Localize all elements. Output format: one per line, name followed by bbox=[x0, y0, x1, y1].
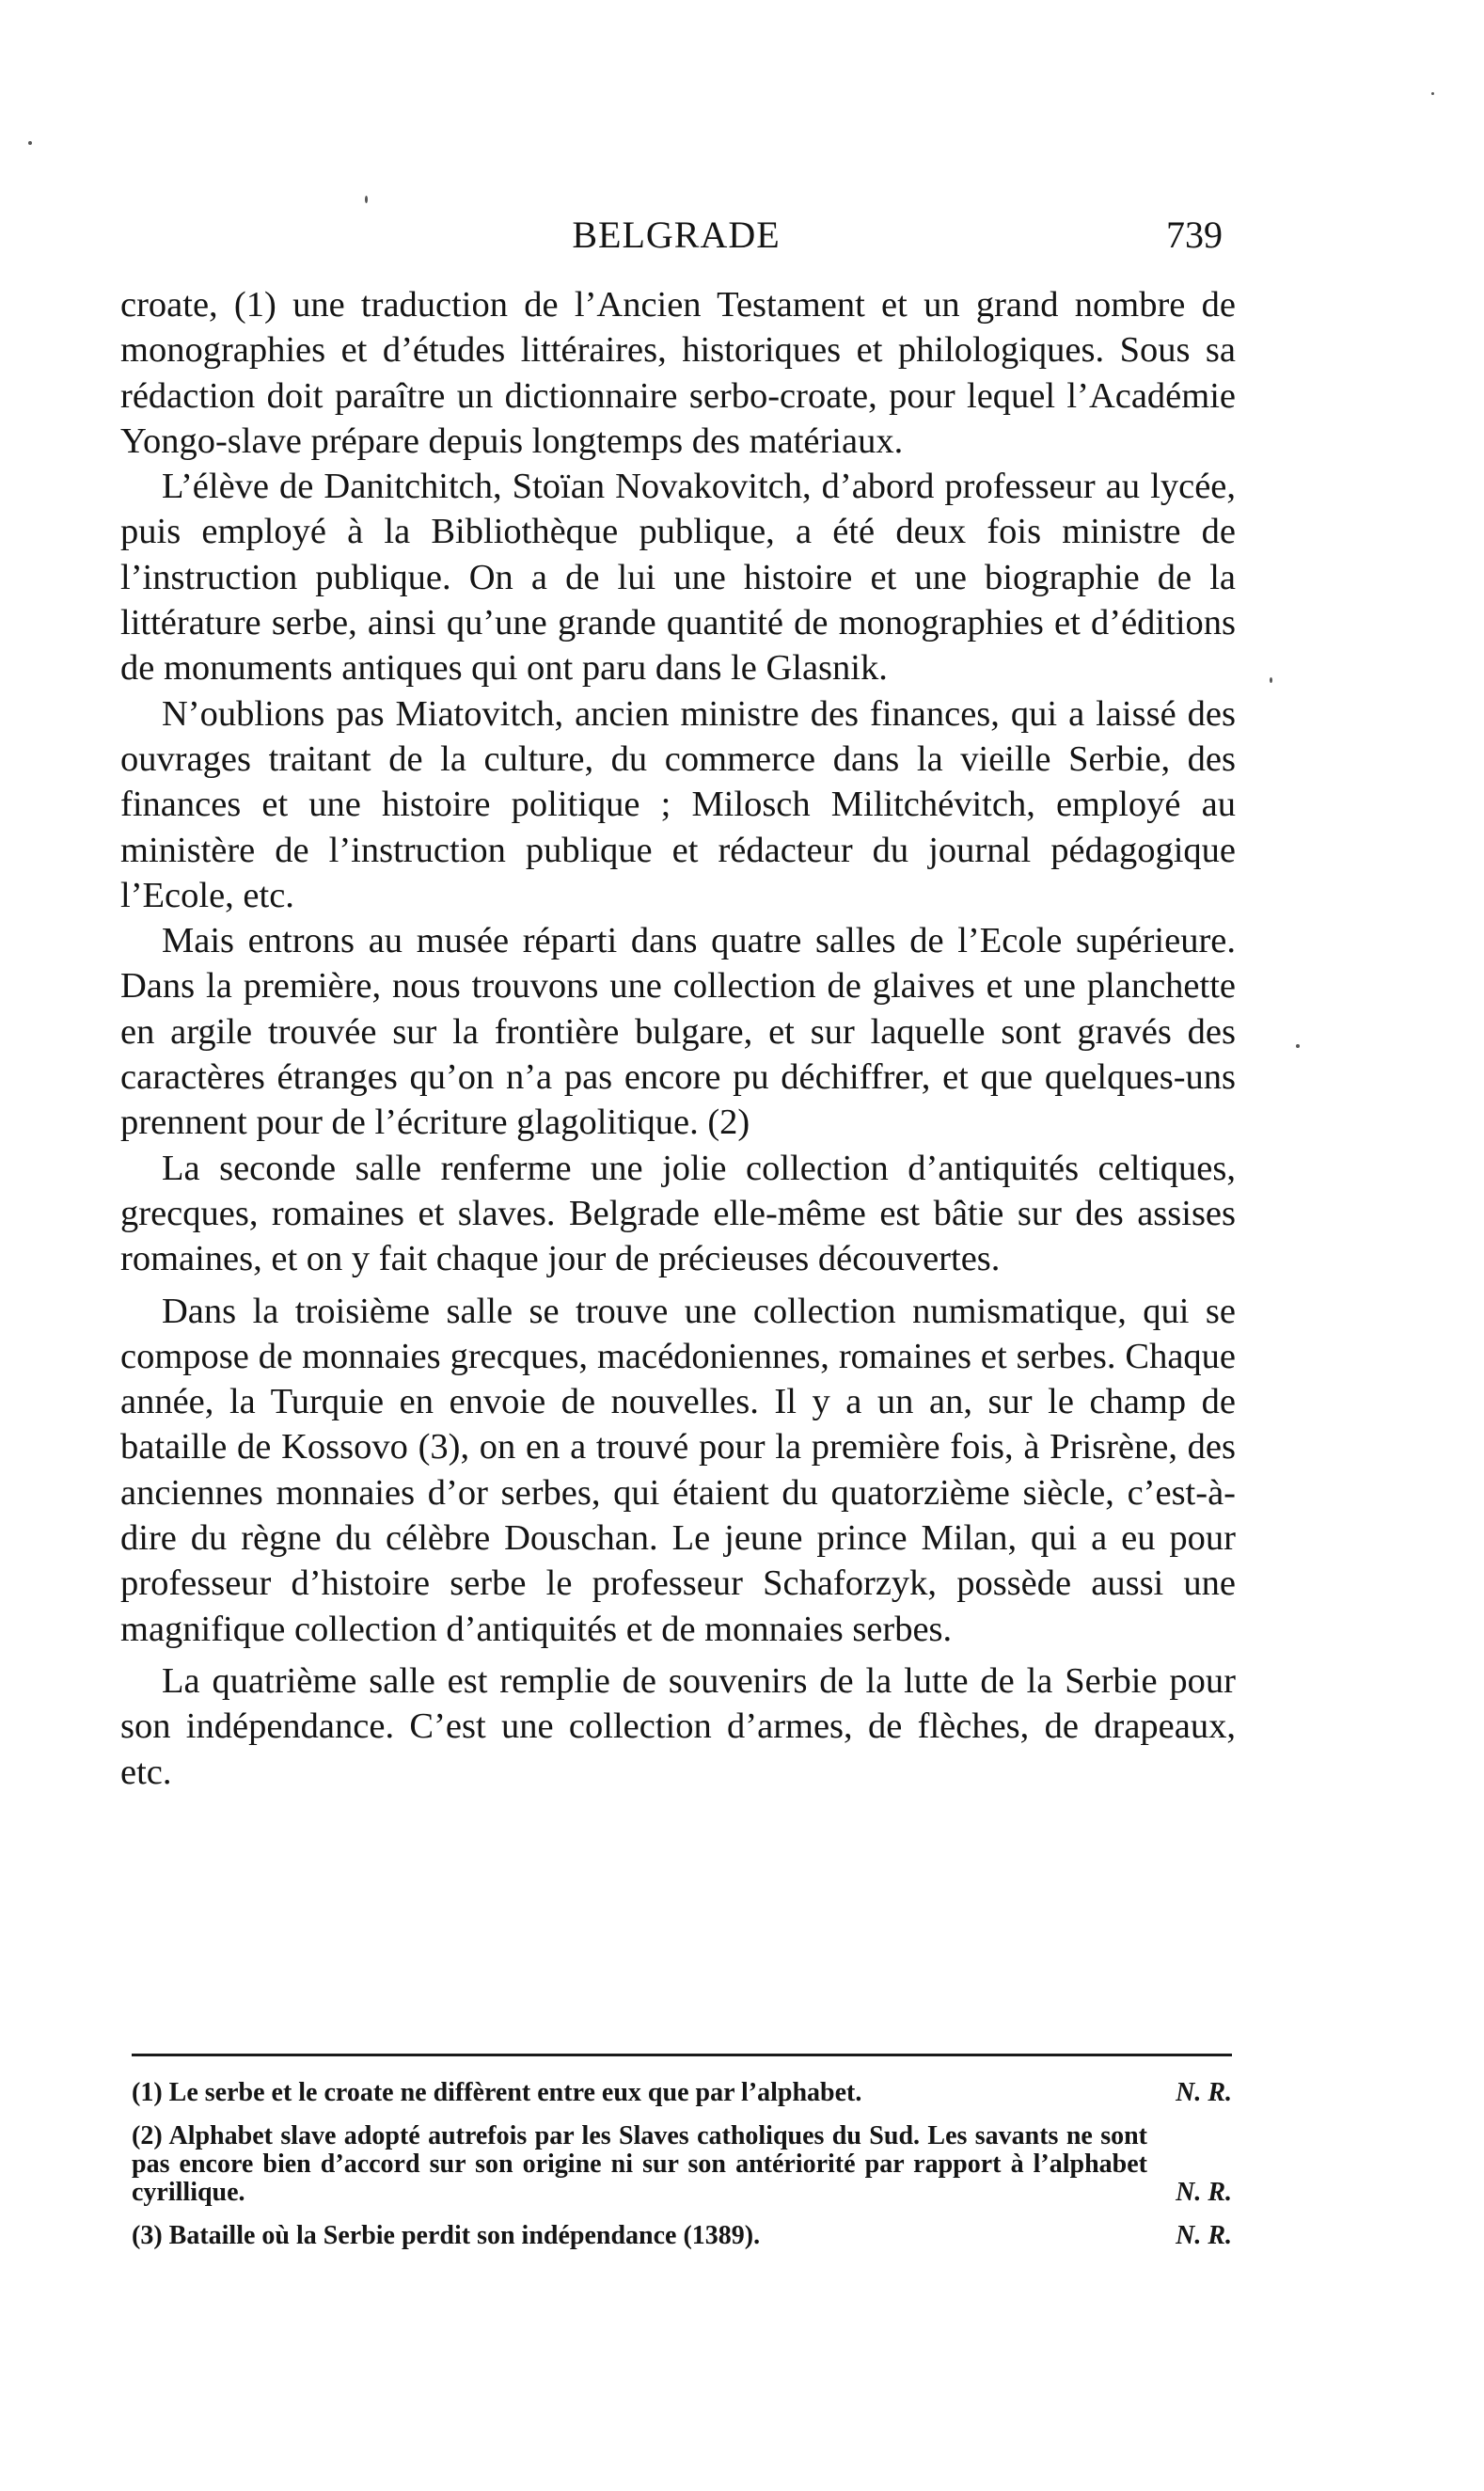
paragraph: La seconde salle renferme une jolie collection d’antiquités celtiques, grecques, romaines et slaves. Belgrade elle-même est bâtie sur des assises romaines, et on y fait chaque jour de précieuses découvertes. bbox=[120, 1148, 1236, 1279]
scan-speck bbox=[1431, 92, 1434, 95]
footnotes bbox=[132, 2079, 1232, 2265]
page-number: 739 bbox=[1166, 214, 1223, 256]
scan-speck bbox=[28, 141, 32, 145]
paragraph: croate, (1) une traduction de l’Ancien Testament et un grand nombre de monographies et d’études littéraires, historiques et philologiques. Sous sa rédaction doit paraître un dictionnaire serbo-croate, pour lequel l’Académie Yongo-slave prépare depuis longtemps des matériaux. bbox=[120, 285, 1236, 461]
paragraph: N’oublions pas Miatovitch, ancien ministre des finances, qui a laissé des ouvrages traitant de la culture, du commerce dans la vieille Serbie, des finances et une histoire politique ; Milosch Militchévitch, employé au ministère de l’instruction publique et rédacteur du journal pédagogique l’Ecole, etc. bbox=[120, 693, 1236, 915]
paragraph: L’élève de Danitchitch, Stoïan Novakovitch, d’abord professeur au lycée, puis employé à la Bibliothèque publique, a été deux fois ministre de l’instruction publique. On a de lui une histoire et une biographie de la littérature serbe, ainsi qu’une grande quantité de monographies et d’éditions de monuments antiques qui ont paru dans le Glasnik. bbox=[120, 467, 1236, 689]
scan-speck bbox=[1270, 677, 1272, 683]
footnote-signature: N. R. bbox=[1176, 2221, 1232, 2250]
footnote-divider bbox=[132, 2054, 1232, 2056]
footnote-marker: (1) bbox=[132, 2078, 163, 2107]
body-text bbox=[120, 282, 1236, 1795]
footnote-signature: N. R. bbox=[1176, 2078, 1232, 2107]
footnote bbox=[132, 2079, 1232, 2107]
footnote-text: Le serbe et le croate ne diffèrent entre eux que par l’alphabet. bbox=[168, 2078, 862, 2107]
paragraph: Mais entrons au musée réparti dans quatre salles de l’Ecole supérieure. Dans la première, nous trouvons une collection de glaives et une planchette en argile trouvée sur la frontière bulgare, et sur laquelle sont gravés des caractères étranges qu’on n’a pas encore pu déchiffrer, et que quelques-uns prennent pour de l’écriture glagolitique. (2) bbox=[120, 921, 1236, 1143]
paragraph: Dans la troisième salle se trouve une collection numismatique, qui se compose de monnaies grecques, macédoniennes, romaines et serbes. Chaque année, la Turquie en envoie de nouvelles. Il y a un an, sur le champ de bataille de Kossovo (3), on en a trouvé pour la première fois, à Prisrène, des anciennes monnaies d’or serbes, qui étaient du quatorzième siècle, c’est-à-dire du règne du célèbre Douschan. Le jeune prince Milan, qui a eu pour professeur d’histoire serbe le professeur Schaforzyk, possède aussi une magnifique collection d’antiquités et de monnaies serbes. bbox=[120, 1291, 1236, 1649]
paragraph: La quatrième salle est remplie de souvenirs de la lutte de la Serbie pour son indépendance. C’est une collection d’armes, de flèches, de drapeaux, etc. bbox=[120, 1660, 1236, 1792]
scan-speck bbox=[365, 196, 368, 203]
footnote bbox=[132, 2122, 1232, 2207]
scan-speck bbox=[1296, 1044, 1300, 1048]
running-title: BELGRADE bbox=[572, 214, 781, 256]
footnote-marker: (3) bbox=[132, 2221, 163, 2250]
footnote-signature: N. R. bbox=[1176, 2178, 1232, 2207]
footnote-text: Bataille où la Serbie perdit son indépendance (1389). bbox=[168, 2221, 761, 2250]
footnote-marker: (2) bbox=[132, 2121, 163, 2150]
footnote-text: Alphabet slave adopté autrefois par les Slaves catholiques du Sud. Les savants ne sont pas encore bien d’accord sur son origine ni sur son antériorité par rapport à l’alphabet cyrillique. bbox=[132, 2121, 1147, 2207]
footnote bbox=[132, 2222, 1232, 2250]
page-header bbox=[120, 213, 1232, 269]
